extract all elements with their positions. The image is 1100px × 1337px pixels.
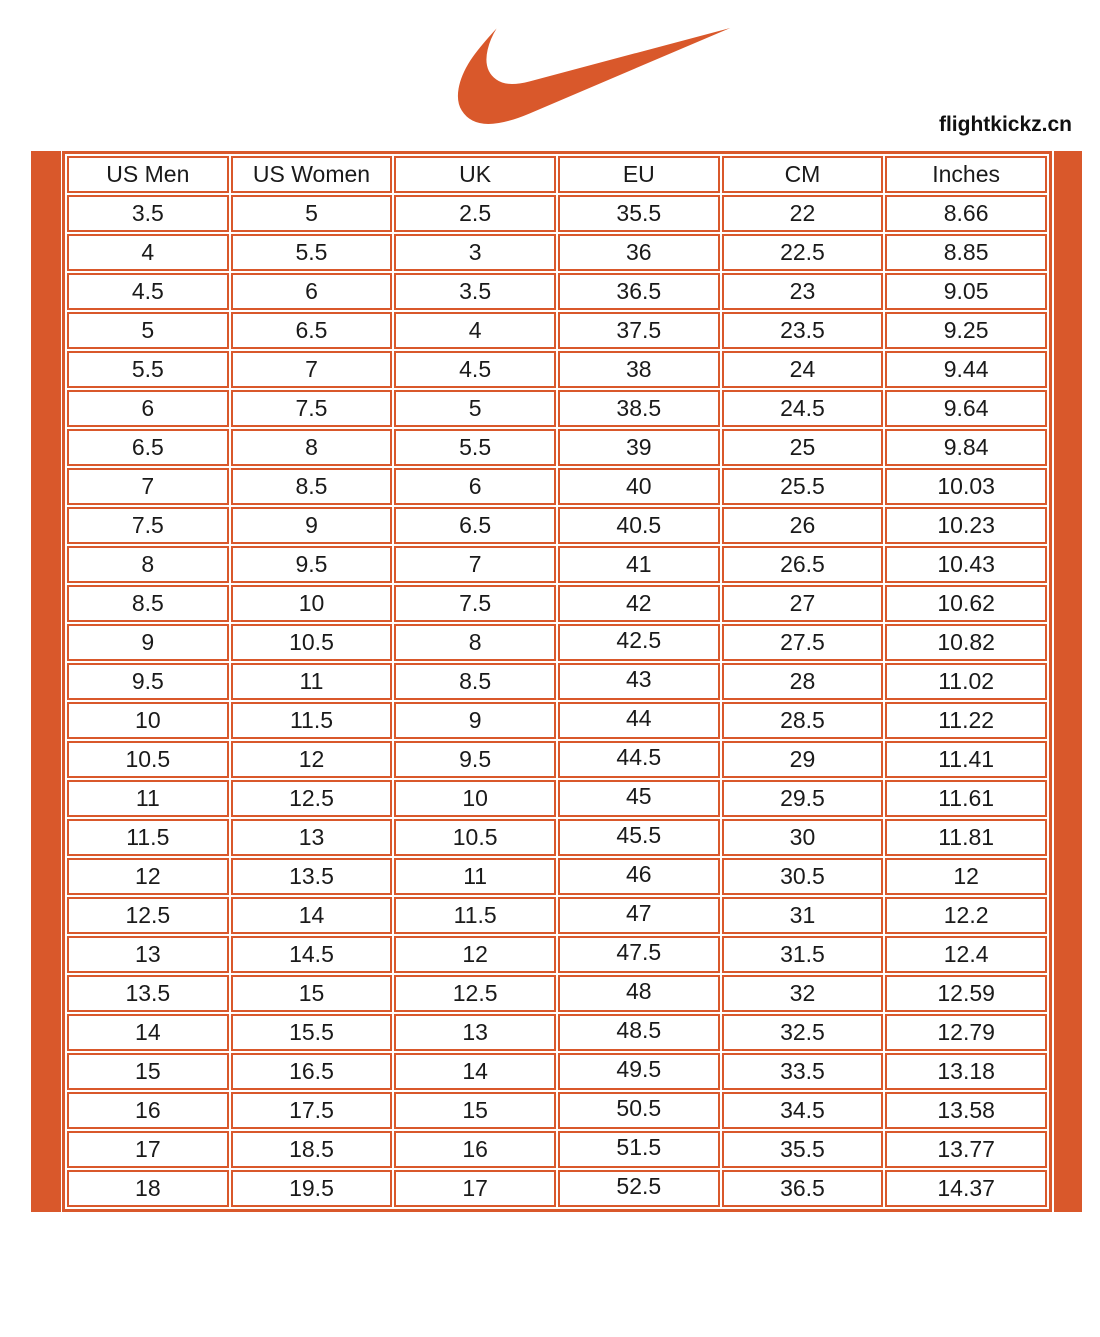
size-cell: 26.5 [722, 546, 884, 583]
size-cell: 5 [231, 195, 393, 232]
table-row [67, 741, 1047, 778]
size-cell: 11 [231, 663, 393, 700]
size-cell: 26 [722, 507, 884, 544]
size-cell: 36.5 [722, 1170, 884, 1207]
size-cell: 12.5 [67, 897, 229, 934]
size-chart-body [67, 195, 1047, 1207]
size-cell: 11 [394, 858, 556, 895]
size-cell: 43 [558, 663, 720, 700]
size-cell: 33.5 [722, 1053, 884, 1090]
size-cell: 11 [67, 780, 229, 817]
size-cell: 50.5 [558, 1092, 720, 1129]
size-cell: 11.41 [885, 741, 1047, 778]
column-header-uk: UK [394, 156, 556, 193]
size-cell: 51.5 [558, 1131, 720, 1168]
size-cell: 14 [67, 1014, 229, 1051]
size-cell: 40.5 [558, 507, 720, 544]
table-row [67, 312, 1047, 349]
size-cell: 30 [722, 819, 884, 856]
size-cell: 19.5 [231, 1170, 393, 1207]
size-cell: 15 [394, 1092, 556, 1129]
size-cell: 12.79 [885, 1014, 1047, 1051]
table-row [67, 702, 1047, 739]
size-cell: 25.5 [722, 468, 884, 505]
table-row [67, 819, 1047, 856]
size-cell: 28 [722, 663, 884, 700]
column-header-us-men: US Men [67, 156, 229, 193]
size-cell: 44 [558, 702, 720, 739]
size-cell: 8 [394, 624, 556, 661]
size-cell: 11.22 [885, 702, 1047, 739]
size-cell: 14.5 [231, 936, 393, 973]
size-cell: 44.5 [558, 741, 720, 778]
table-row [67, 1014, 1047, 1051]
size-cell: 6 [231, 273, 393, 310]
size-cell: 12 [394, 936, 556, 973]
size-cell: 7.5 [394, 585, 556, 622]
size-cell: 8 [231, 429, 393, 466]
size-cell: 17 [67, 1131, 229, 1168]
size-cell: 2.5 [394, 195, 556, 232]
nike-swoosh-icon [456, 12, 732, 140]
size-cell: 5 [394, 390, 556, 427]
size-cell: 45.5 [558, 819, 720, 856]
size-cell: 4.5 [67, 273, 229, 310]
table-row [67, 1131, 1047, 1168]
size-cell: 35.5 [558, 195, 720, 232]
size-cell: 9 [394, 702, 556, 739]
table-row [67, 1053, 1047, 1090]
size-cell: 12.4 [885, 936, 1047, 973]
size-cell: 6 [394, 468, 556, 505]
size-cell: 16 [67, 1092, 229, 1129]
size-cell: 27.5 [722, 624, 884, 661]
size-cell: 47 [558, 897, 720, 934]
size-cell: 11.81 [885, 819, 1047, 856]
size-cell: 5.5 [67, 351, 229, 388]
size-cell: 42 [558, 585, 720, 622]
size-cell: 6.5 [67, 429, 229, 466]
size-cell: 47.5 [558, 936, 720, 973]
size-cell: 13.18 [885, 1053, 1047, 1090]
size-cell: 27 [722, 585, 884, 622]
size-cell: 8 [67, 546, 229, 583]
table-row [67, 390, 1047, 427]
size-cell: 7.5 [67, 507, 229, 544]
size-cell: 5.5 [231, 234, 393, 271]
size-cell: 7.5 [231, 390, 393, 427]
size-cell: 13 [231, 819, 393, 856]
table-row [67, 234, 1047, 271]
size-cell: 39 [558, 429, 720, 466]
size-cell: 23 [722, 273, 884, 310]
size-cell: 29 [722, 741, 884, 778]
size-cell: 6.5 [394, 507, 556, 544]
table-row [67, 546, 1047, 583]
table-row [67, 780, 1047, 817]
size-cell: 12 [67, 858, 229, 895]
table-row [67, 507, 1047, 544]
column-header-us-women: US Women [231, 156, 393, 193]
column-header-inches: Inches [885, 156, 1047, 193]
table-row [67, 195, 1047, 232]
size-cell: 42.5 [558, 624, 720, 661]
table-row [67, 1092, 1047, 1129]
left-accent-bar [31, 151, 61, 1212]
size-cell: 6.5 [231, 312, 393, 349]
table-row [67, 936, 1047, 973]
size-cell: 34.5 [722, 1092, 884, 1129]
size-cell: 10.5 [231, 624, 393, 661]
table-row [67, 429, 1047, 466]
size-chart-header [67, 156, 1047, 193]
size-cell: 3.5 [394, 273, 556, 310]
table-row [67, 624, 1047, 661]
size-cell: 12 [231, 741, 393, 778]
size-cell: 24.5 [722, 390, 884, 427]
size-cell: 6 [67, 390, 229, 427]
size-cell: 10.5 [67, 741, 229, 778]
size-cell: 7 [394, 546, 556, 583]
size-cell: 12 [885, 858, 1047, 895]
size-cell: 48 [558, 975, 720, 1012]
size-cell: 46 [558, 858, 720, 895]
size-cell: 14 [394, 1053, 556, 1090]
size-cell: 12.2 [885, 897, 1047, 934]
size-cell: 18 [67, 1170, 229, 1207]
size-cell: 8.66 [885, 195, 1047, 232]
size-cell: 37.5 [558, 312, 720, 349]
table-row [67, 858, 1047, 895]
size-cell: 49.5 [558, 1053, 720, 1090]
size-cell: 25 [722, 429, 884, 466]
size-chart-table [62, 151, 1052, 1212]
size-cell: 12.5 [231, 780, 393, 817]
size-cell: 5.5 [394, 429, 556, 466]
size-cell: 10.82 [885, 624, 1047, 661]
size-cell: 29.5 [722, 780, 884, 817]
size-cell: 9.5 [231, 546, 393, 583]
size-cell: 4 [67, 234, 229, 271]
header-row [67, 156, 1047, 193]
size-cell: 32.5 [722, 1014, 884, 1051]
size-cell: 10 [231, 585, 393, 622]
size-cell: 12.5 [394, 975, 556, 1012]
size-cell: 30.5 [722, 858, 884, 895]
size-cell: 4.5 [394, 351, 556, 388]
size-cell: 12.59 [885, 975, 1047, 1012]
size-cell: 36.5 [558, 273, 720, 310]
size-cell: 10.23 [885, 507, 1047, 544]
size-cell: 11.5 [231, 702, 393, 739]
size-cell: 7 [231, 351, 393, 388]
size-cell: 13.58 [885, 1092, 1047, 1129]
size-cell: 11.5 [394, 897, 556, 934]
size-cell: 10.43 [885, 546, 1047, 583]
size-cell: 9 [231, 507, 393, 544]
size-cell: 16.5 [231, 1053, 393, 1090]
table-row [67, 468, 1047, 505]
size-cell: 31.5 [722, 936, 884, 973]
size-cell: 35.5 [722, 1131, 884, 1168]
size-cell: 9 [67, 624, 229, 661]
size-cell: 41 [558, 546, 720, 583]
size-cell: 11.5 [67, 819, 229, 856]
size-cell: 5 [67, 312, 229, 349]
size-cell: 13 [67, 936, 229, 973]
size-cell: 22 [722, 195, 884, 232]
table-row [67, 585, 1047, 622]
size-cell: 48.5 [558, 1014, 720, 1051]
table-row [67, 351, 1047, 388]
size-cell: 4 [394, 312, 556, 349]
size-cell: 14 [231, 897, 393, 934]
size-cell: 9.84 [885, 429, 1047, 466]
size-cell: 23.5 [722, 312, 884, 349]
size-cell: 32 [722, 975, 884, 1012]
size-cell: 8.5 [394, 663, 556, 700]
size-cell: 15 [67, 1053, 229, 1090]
size-cell: 16 [394, 1131, 556, 1168]
right-accent-bar [1054, 151, 1082, 1212]
size-cell: 38 [558, 351, 720, 388]
size-cell: 9.64 [885, 390, 1047, 427]
size-cell: 45 [558, 780, 720, 817]
size-cell: 13 [394, 1014, 556, 1051]
size-cell: 18.5 [231, 1131, 393, 1168]
table-row [67, 975, 1047, 1012]
size-cell: 10.03 [885, 468, 1047, 505]
size-cell: 15 [231, 975, 393, 1012]
size-cell: 17.5 [231, 1092, 393, 1129]
size-cell: 10.5 [394, 819, 556, 856]
size-cell: 11.02 [885, 663, 1047, 700]
size-cell: 40 [558, 468, 720, 505]
size-cell: 10 [67, 702, 229, 739]
size-cell: 3 [394, 234, 556, 271]
size-cell: 52.5 [558, 1170, 720, 1207]
size-chart-band [31, 151, 1082, 1212]
table-row [67, 273, 1047, 310]
size-cell: 8.5 [231, 468, 393, 505]
size-cell: 13.77 [885, 1131, 1047, 1168]
size-cell: 24 [722, 351, 884, 388]
size-cell: 3.5 [67, 195, 229, 232]
size-cell: 28.5 [722, 702, 884, 739]
size-cell: 9.25 [885, 312, 1047, 349]
size-cell: 31 [722, 897, 884, 934]
table-row [67, 663, 1047, 700]
table-row [67, 1170, 1047, 1207]
column-header-eu: EU [558, 156, 720, 193]
column-header-cm: CM [722, 156, 884, 193]
size-cell: 9.05 [885, 273, 1047, 310]
size-cell: 22.5 [722, 234, 884, 271]
size-cell: 14.37 [885, 1170, 1047, 1207]
table-row [67, 897, 1047, 934]
size-cell: 7 [67, 468, 229, 505]
size-cell: 13.5 [67, 975, 229, 1012]
size-cell: 15.5 [231, 1014, 393, 1051]
size-cell: 9.5 [67, 663, 229, 700]
size-cell: 8.5 [67, 585, 229, 622]
size-cell: 10.62 [885, 585, 1047, 622]
size-cell: 9.5 [394, 741, 556, 778]
size-cell: 13.5 [231, 858, 393, 895]
size-cell: 11.61 [885, 780, 1047, 817]
size-cell: 36 [558, 234, 720, 271]
size-cell: 8.85 [885, 234, 1047, 271]
size-cell: 10 [394, 780, 556, 817]
site-label: flightkickz.cn [938, 113, 1072, 136]
size-cell: 17 [394, 1170, 556, 1207]
size-cell: 38.5 [558, 390, 720, 427]
size-cell: 9.44 [885, 351, 1047, 388]
